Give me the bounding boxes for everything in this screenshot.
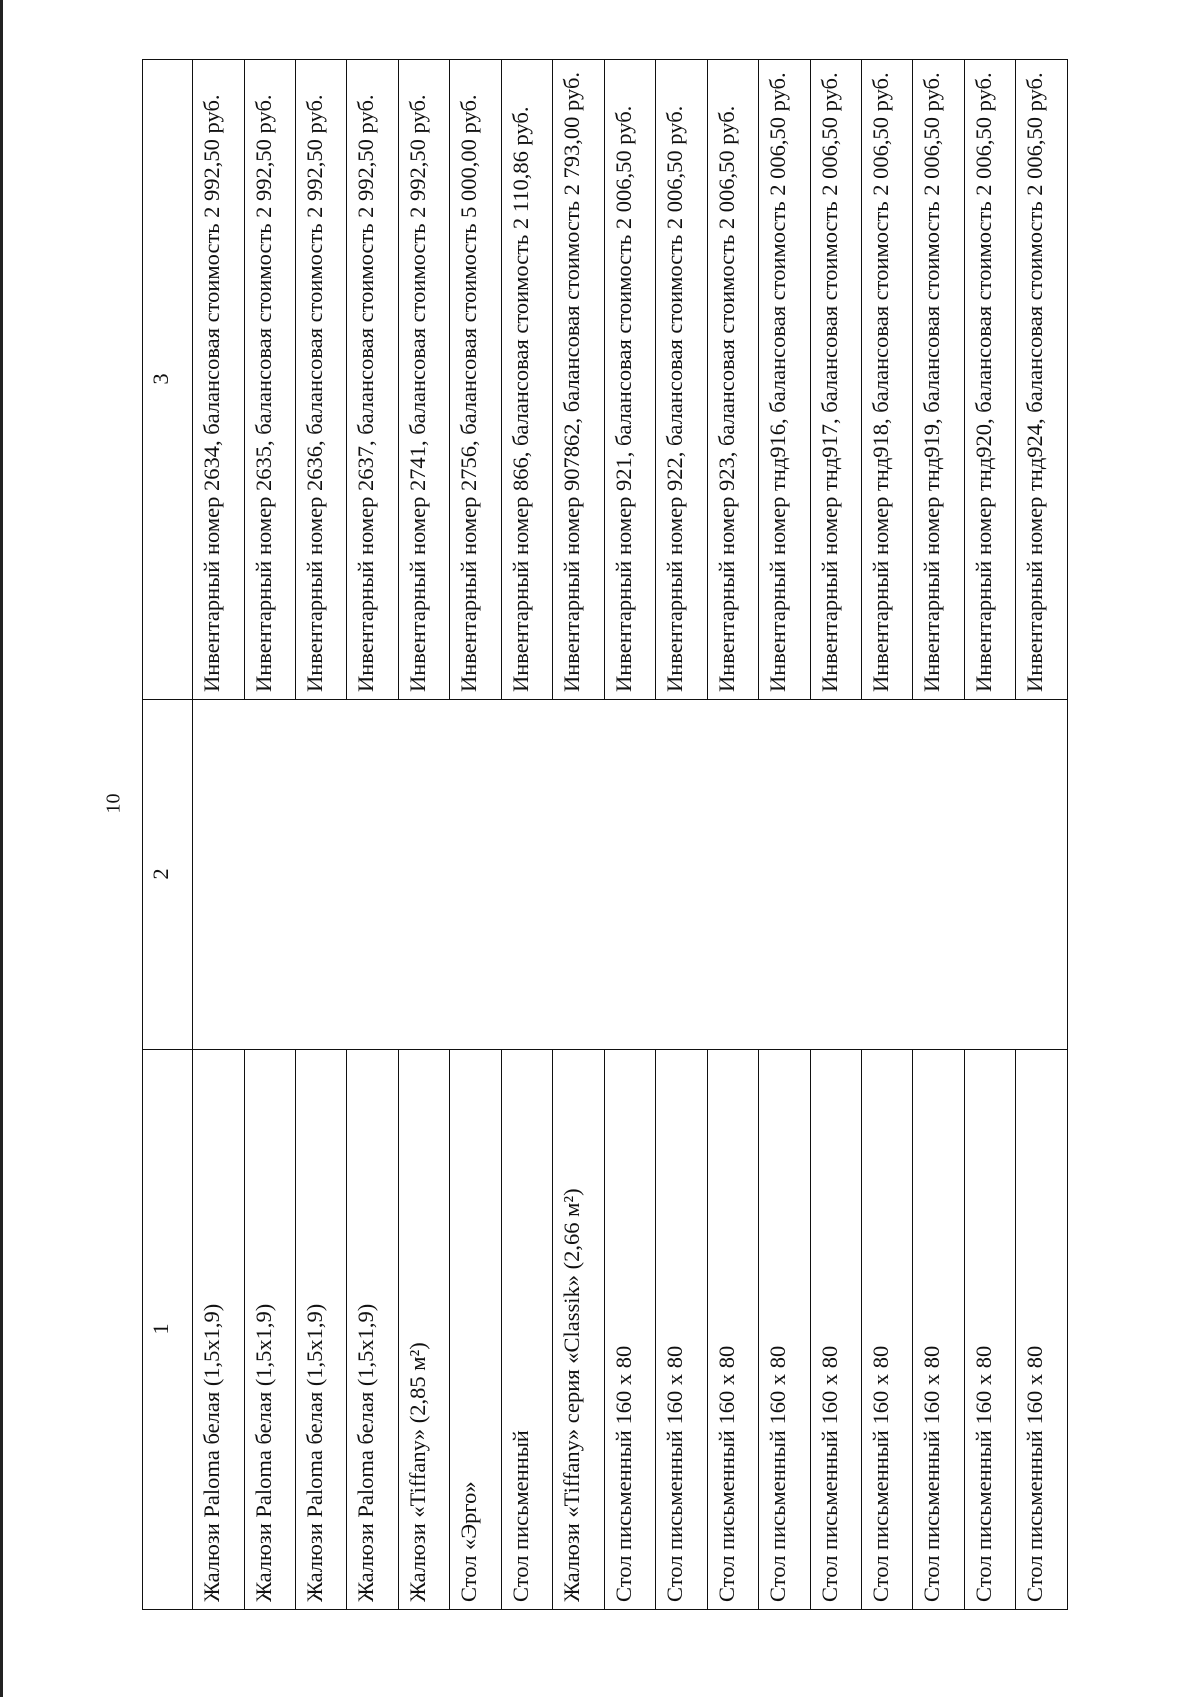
item-name-cell: Стол письменный 160 x 80 bbox=[861, 1050, 912, 1610]
item-name-cell: Стол письменный 160 x 80 bbox=[964, 1050, 1015, 1610]
item-description-cell: Инвентарный номер 2637, балансовая стоимость 2 992,50 руб. bbox=[347, 60, 398, 700]
scan-edge-line bbox=[0, 0, 3, 1697]
item-description-cell: Инвентарный номер тнд918, балансовая стоимость 2 006,50 руб. bbox=[861, 60, 912, 700]
empty-column-2-cell bbox=[193, 700, 1068, 1050]
header-cell-1: 1 bbox=[143, 1050, 193, 1610]
item-name-cell: Жалюзи «Tiffany» серия «Classik» (2,66 м²) bbox=[553, 1050, 604, 1610]
item-description-cell: Инвентарный номер 2634, балансовая стоимость 2 992,50 руб. bbox=[193, 60, 244, 700]
item-description-cell: Инвентарный номер 866, балансовая стоимость 2 110,86 руб. bbox=[501, 60, 552, 700]
item-description-cell: Инвентарный номер тнд917, балансовая стоимость 2 006,50 руб. bbox=[810, 60, 861, 700]
item-name-cell: Стол письменный 160 x 80 bbox=[759, 1050, 810, 1610]
inventory-table bbox=[142, 59, 1068, 1610]
item-name-cell: Жалюзи Paloma белая (1,5x1,9) bbox=[244, 1050, 295, 1610]
item-name-cell: Стол письменный 160 x 80 bbox=[1016, 1050, 1068, 1610]
item-name-cell: Стол письменный 160 x 80 bbox=[913, 1050, 964, 1610]
item-description-cell: Инвентарный номер 907862, балансовая стоимость 2 793,00 руб. bbox=[553, 60, 604, 700]
item-description-cell: Инвентарный номер тнд919, балансовая стоимость 2 006,50 руб. bbox=[913, 60, 964, 700]
item-name-cell: Стол «Эрго» bbox=[450, 1050, 501, 1610]
item-name-cell: Жалюзи Paloma белая (1,5x1,9) bbox=[347, 1050, 398, 1610]
item-description-cell: Инвентарный номер 922, балансовая стоимость 2 006,50 руб. bbox=[656, 60, 707, 700]
page-number: 10 bbox=[102, 793, 125, 814]
item-name-cell: Стол письменный 160 x 80 bbox=[604, 1050, 655, 1610]
item-description-cell: Инвентарный номер 923, балансовая стоимость 2 006,50 руб. bbox=[707, 60, 758, 700]
rotated-sheet bbox=[142, 60, 1068, 1610]
item-description-cell: Инвентарный номер тнд920, балансовая стоимость 2 006,50 руб. bbox=[964, 60, 1015, 700]
item-description-cell: Инвентарный номер 2635, балансовая стоимость 2 992,50 руб. bbox=[244, 60, 295, 700]
item-name-cell: Стол письменный 160 x 80 bbox=[656, 1050, 707, 1610]
item-description-cell: Инвентарный номер тнд924, балансовая стоимость 2 006,50 руб. bbox=[1016, 60, 1068, 700]
item-description-cell: Инвентарный номер 2756, балансовая стоимость 5 000,00 руб. bbox=[450, 60, 501, 700]
item-name-cell: Жалюзи Paloma белая (1,5x1,9) bbox=[193, 1050, 244, 1610]
item-name-cell: Стол письменный 160 x 80 bbox=[810, 1050, 861, 1610]
item-description-cell: Инвентарный номер 2741, балансовая стоимость 2 992,50 руб. bbox=[398, 60, 449, 700]
table-row bbox=[193, 60, 244, 1610]
item-name-cell: Стол письменный bbox=[501, 1050, 552, 1610]
item-description-cell: Инвентарный номер 921, балансовая стоимость 2 006,50 руб. bbox=[604, 60, 655, 700]
item-description-cell: Инвентарный номер 2636, балансовая стоимость 2 992,50 руб. bbox=[295, 60, 346, 700]
item-name-cell: Жалюзи Paloma белая (1,5x1,9) bbox=[295, 1050, 346, 1610]
header-cell-3: 3 bbox=[143, 60, 193, 700]
item-name-cell: Стол письменный 160 x 80 bbox=[707, 1050, 758, 1610]
table-header-row bbox=[143, 60, 193, 1610]
header-cell-2: 2 bbox=[143, 700, 193, 1050]
item-name-cell: Жалюзи «Tiffany» (2,85 м²) bbox=[398, 1050, 449, 1610]
item-description-cell: Инвентарный номер тнд916, балансовая стоимость 2 006,50 руб. bbox=[759, 60, 810, 700]
